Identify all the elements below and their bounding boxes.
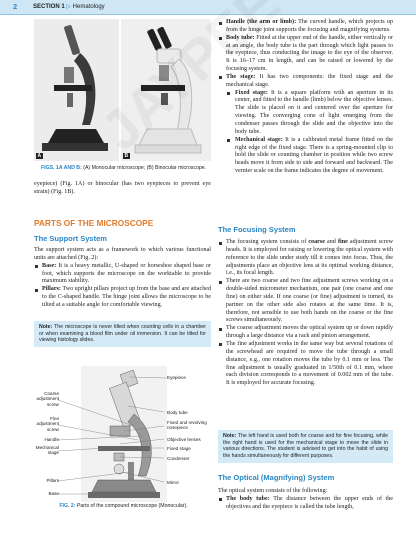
- optical-system-text: [218, 488, 393, 512]
- list-item-optical-body-tube: The body tube: The distance between the upper ends of the objectives and the eyepiece is called the tube length,: [218, 496, 393, 512]
- section-title: SECTION 1 ▷ Hematology: [33, 4, 105, 10]
- label-mirror: Mirror: [167, 480, 179, 485]
- focusing-item-2: There are two coarse and two fine adjustment screws working on a double-sided micrometer mechanism, one pair (one coarse and one fine) on either side. If one coarse (or fine) adjustment is turned, its partner on the other side also rotates at the same time. It is, therefore, not sensible to use both hands on the coarse or the fine screws simultaneously.: [218, 278, 393, 325]
- label-fine-adjustment-screw: Fine adjustment screw: [36, 416, 59, 432]
- list-item-stage: The stage: It has two components: the fixed stage and the mechanical stage.: [218, 74, 393, 90]
- binocular-microscope-image: [121, 19, 211, 161]
- page-header: [0, 0, 416, 15]
- support-system-text: [34, 247, 211, 310]
- focusing-item-1: The focusing system consists of coarse and fine adjustment screw heads. It is employed for raising or lowering the optical system with reference to the slide under study till it comes into focus. Thus, the adjustments place an objective lens at its optimal working distance, i.e., its focal length.: [218, 239, 393, 278]
- focusing-system-text: [218, 239, 393, 388]
- monocular-microscope-image: [34, 19, 119, 161]
- note-box-left: Note: The microscope is never tilted when counting cells in a chamber or when examining a blood film under oil immersion. It can be tilted for viewing histology slides.: [34, 321, 211, 347]
- focusing-item-3: The coarse adjustment moves the optical system up or down rapidly through a large distance via a rack and pinion arrangement.: [218, 325, 393, 341]
- figure-2-caption: FIG. 2: Parts of the compound microscope (Monocular).: [59, 503, 188, 509]
- list-item-handle: Handle (the arm or limb): The curved handle, which projects up from the hinge joint supports the focusing and magnifying systems.: [218, 19, 393, 35]
- label-pillars: Pillars: [46, 478, 59, 483]
- label-base: Base: [48, 491, 59, 496]
- label-objective-lenses: Objective lenses: [167, 437, 201, 442]
- label-body-tube: Body tube: [167, 410, 188, 415]
- figure-1b-binocular-microscope: [121, 19, 211, 161]
- optical-system-heading: The Optical (Magnifying) System: [218, 473, 335, 482]
- figure-1a-monocular-microscope: [34, 19, 119, 161]
- page-number: 2: [13, 2, 18, 11]
- figure-label-a: A: [37, 153, 42, 159]
- focusing-item-4: The fine adjustment works in the same way but several rotations of the screwhead are required to move the tube through a small distance, e.g., one rotation moves the tube by 0.1 mm or less. The fine adjustment is usually graduated in 1/50th of 0.1 mm, where each division corresponds to a movement of 0.002 mm of the tube. It is employed for accurate focusing.: [218, 341, 393, 388]
- support-system-heading: The Support System: [34, 234, 107, 243]
- list-item-fixed-stage: Fixed stage: It is a square platform with an aperture in its center, and fitted to the handle (limb) below the objective lenses. The slide is placed on it and centered over the aperture for viewing. The converging cone of light emerging from the condenser passes through the slide and the objective into the body tube.: [218, 90, 393, 137]
- parts-heading: PARTS OF THE MICROSCOPE: [34, 218, 154, 228]
- label-coarse-adjustment-screw: Coarse adjustment screw: [36, 391, 59, 407]
- optical-intro: The optical system consists of the following:: [218, 488, 328, 494]
- support-intro: The support system acts as a framework to which various functional units are attached (Fig. 2):: [34, 247, 211, 261]
- label-eyepiece: Eyepiece: [167, 375, 186, 380]
- list-item-base: Base: It is a heavy metallic, U-shaped or horseshoe shaped base or foot, which supports the microscope on the worktable to provide maximum stability.: [34, 263, 211, 287]
- focusing-system-heading: The Focusing System: [218, 225, 296, 234]
- figure-1-caption: FIGS. 1A AND B: (A) Monocular microscope; (B) Binocular microscope.: [40, 165, 207, 171]
- label-nosepiece: Fixed and revolving nosepiece: [167, 420, 207, 431]
- chevron-icon: ▷: [66, 4, 71, 10]
- label-fixed-stage: Fixed stage: [167, 446, 191, 451]
- left-intro-paragraph: eyepiece) (Fig. 1A) or binocular (has two eyepieces to prevent eye strain) (Fig. 1B).: [34, 181, 211, 195]
- figure-2-compound-microscope: [34, 366, 211, 502]
- list-item-mechanical-stage: Mechanical stage: It is a calibrated metal frame fitted on the right edge of the fixed stage. There is a spring-mounted clip to hold the slide or counting chamber in position while two screw heads move it from side to side and forward and backward. The vernier scale on the frame indicates the degree of movement.: [218, 137, 393, 176]
- note-box-right: Note: The left hand is used both for coarse and for fine focusing, while the right hand is used for the mechanical stage to move the slide in various directions. The student is advised to get into the habit of using the hands simultaneously for different purposes.: [218, 430, 393, 463]
- figure-label-b: B: [124, 153, 129, 159]
- label-mechanical-stage: Mechanical stage: [35, 445, 59, 456]
- list-item-pillars: Pillars: Two upright pillars project up from the base and are attached to the C-shaped handle. The hinge joint allows the microscope to be tilted at a suitable angle for comfortable viewing.: [34, 286, 211, 310]
- right-column-top: [218, 19, 393, 176]
- label-handle: Handle: [44, 437, 59, 442]
- label-condenser: Condenser: [167, 456, 190, 461]
- list-item-body-tube: Body tube: Fitted at the upper end of the handle, either vertically or at an angle, the body tube is the part through which light passes to the eyepiece, thus conducting the image to the eye of the observer. It is 16–17 cm in length, and can be raised or lowered by the focusing system.: [218, 35, 393, 74]
